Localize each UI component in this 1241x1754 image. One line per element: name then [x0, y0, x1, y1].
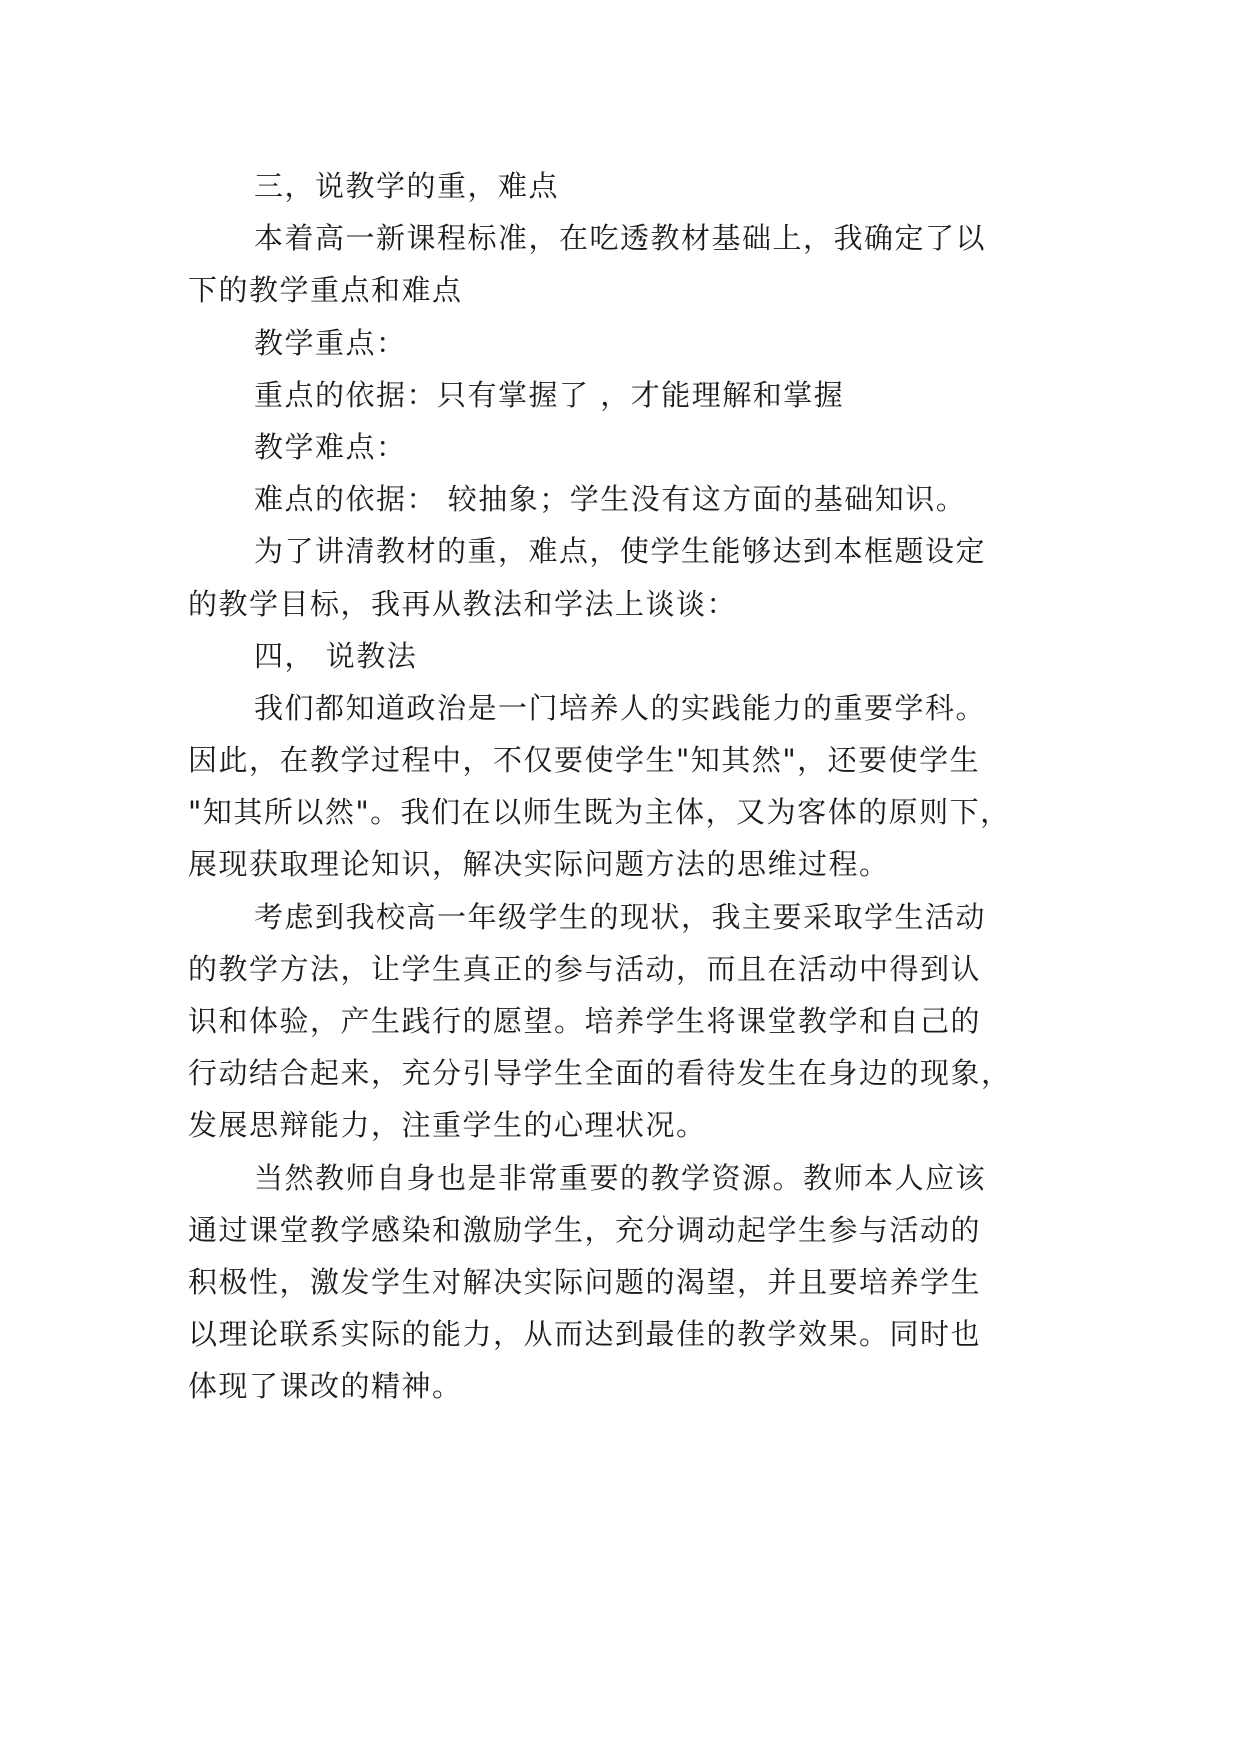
- paragraph-line: 难点的依据： 较抽象；学生没有这方面的基础知识。: [254, 482, 967, 517]
- paragraph-line: 发展思辩能力，注重学生的心理状况。: [188, 1108, 707, 1143]
- paragraph-line: 本着高一新课程标准，在吃透教材基础上，我确定了以: [254, 221, 987, 256]
- paragraph-line: 考虑到我校高一年级学生的现状，我主要采取学生活动: [254, 899, 987, 934]
- paragraph-line: "知其所以然"。我们在以师生既为主体，又为客体的原则下，: [188, 795, 1011, 830]
- paragraph-line: 下的教学重点和难点: [188, 273, 463, 308]
- paragraph-line: 因此，在教学过程中，不仅要使学生"知其然"，还要使学生: [188, 743, 981, 778]
- section-heading-teaching-method: 四， 说教法: [254, 638, 418, 673]
- paragraph-line: 的教学目标，我再从教法和学法上谈谈：: [188, 586, 738, 621]
- paragraph-line: 的教学方法，让学生真正的参与活动，而且在活动中得到认: [188, 951, 982, 986]
- section-heading-key-points: 三，说教学的重，难点: [254, 169, 560, 203]
- paragraph-line: 行动结合起来，充分引导学生全面的看待发生在身边的现象，: [188, 1056, 1012, 1091]
- paragraph-line: 以理论联系实际的能力，从而达到最佳的教学效果。同时也: [188, 1317, 982, 1352]
- paragraph-line: 体现了课改的精神。: [188, 1369, 463, 1404]
- subheading-teaching-focus: 教学重点：: [254, 325, 407, 360]
- paragraph-line: 我们都知道政治是一门培养人的实践能力的重要学科。: [254, 690, 987, 725]
- paragraph-line: 展现获取理论知识，解决实际问题方法的思维过程。: [188, 847, 890, 882]
- paragraph-line: 当然教师自身也是非常重要的教学资源。教师本人应该: [254, 1160, 987, 1195]
- paragraph-line: 重点的依据：只有掌握了 ，才能理解和掌握: [254, 377, 845, 412]
- paragraph-line: 积极性，激发学生对解决实际问题的渴望，并且要培养学生: [188, 1264, 982, 1299]
- paragraph-line: 为了讲清教材的重，难点，使学生能够达到本框题设定: [254, 534, 987, 569]
- document-body: [188, 160, 1058, 1413]
- subheading-teaching-difficulty: 教学难点：: [254, 429, 407, 464]
- paragraph-line: 通过课堂教学感染和激励学生，充分调动起学生参与活动的: [188, 1212, 982, 1247]
- paragraph-line: 识和体验，产生践行的愿望。培养学生将课堂教学和自己的: [188, 1004, 982, 1038]
